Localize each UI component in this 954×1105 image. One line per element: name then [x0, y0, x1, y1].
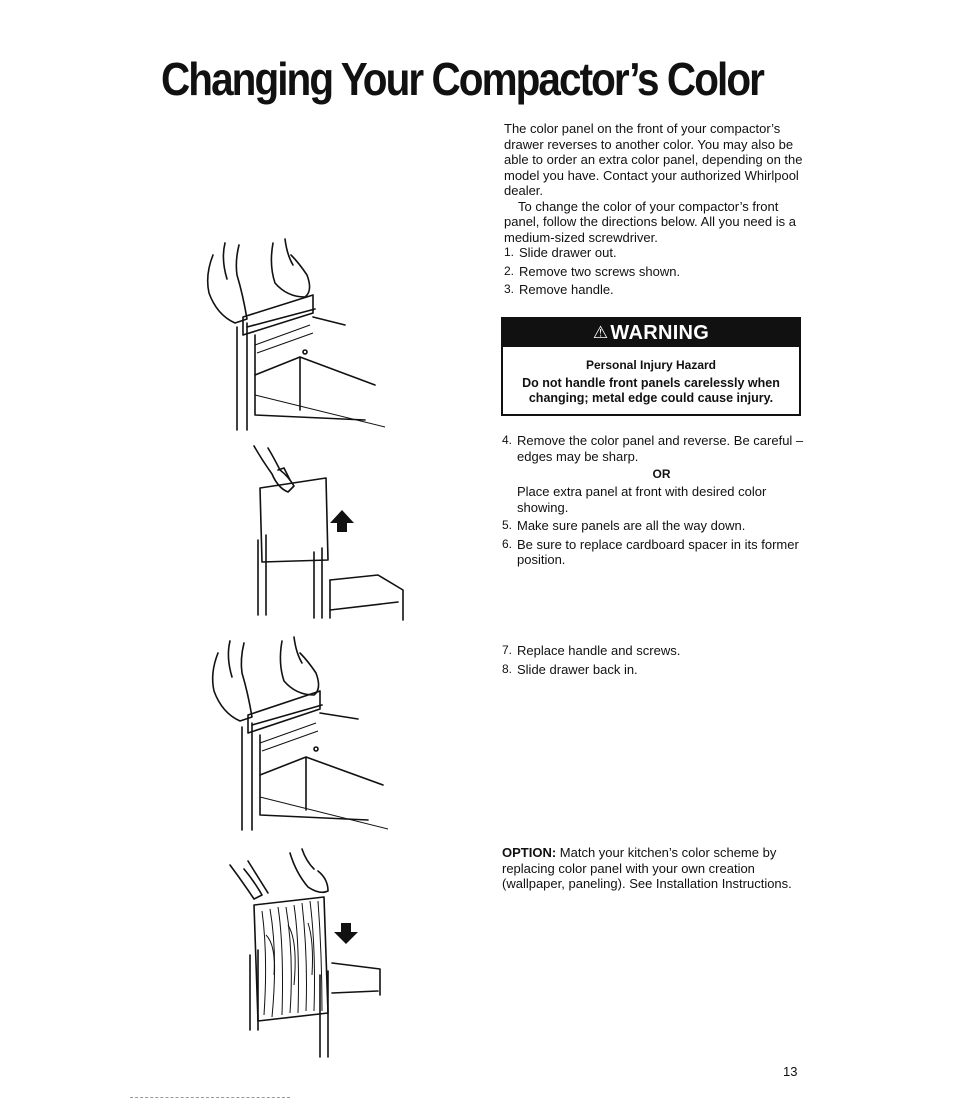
step-number: 5.: [502, 518, 513, 532]
step-text: Remove two screws shown.: [519, 263, 681, 279]
steps-list: [502, 518, 806, 568]
panel-insert-down-icon: [228, 845, 408, 1065]
step-alt-text: Place extra panel at front with desired color showing.: [517, 484, 767, 515]
list-item: [504, 282, 804, 298]
step-text: Slide drawer back in.: [517, 661, 638, 677]
step-text: Replace handle and screws.: [517, 643, 681, 658]
warning-triangle-icon: ⚠: [592, 323, 609, 342]
intro-paragraph: To change the color of your compactor’s front panel, follow the directions below. All you need is a medium-sized screwdriver.: [504, 198, 796, 245]
option-text: Match your kitchen’s color scheme by replacing color panel with your own creation (wallpaper, paneling). See Installation Instructions.: [502, 845, 792, 891]
step-number: 7.: [502, 643, 513, 657]
step-number: 1.: [504, 245, 515, 259]
list-item: [502, 662, 802, 678]
list-item: [504, 264, 804, 280]
arrow-down-icon: [334, 932, 358, 944]
steps-section: [502, 643, 802, 680]
steps-list: [504, 245, 804, 298]
page-title: Changing Your Compactor’s Color: [161, 53, 763, 105]
step-text: Remove the color panel and reverse. Be careful –edges may be sharp.: [517, 433, 804, 464]
warning-header: [503, 319, 799, 347]
intro-paragraph: The color panel on the front of your compactor’s drawer reverses to another color. You may also be able to order an extra color panel, depending on the model you have. Contact your authorized Whirlpool dealer.: [504, 121, 803, 198]
steps-list: [502, 433, 806, 464]
option-label: OPTION:: [502, 845, 557, 860]
step-number: 4.: [502, 433, 513, 447]
steps-list: [502, 643, 802, 677]
arrow-up-icon: [337, 523, 347, 532]
page-number: 13: [783, 1064, 798, 1079]
warning-title: WARNING: [610, 322, 710, 344]
list-item: [504, 245, 804, 261]
list-item: [502, 433, 806, 464]
intro-text: [504, 121, 804, 301]
list-item: [502, 643, 802, 659]
list-item: [502, 537, 806, 568]
warning-message: Do not handle front panels carelessly when changing; metal edge could cause injury.: [522, 376, 780, 405]
hazard-title: Personal Injury Hazard: [585, 358, 717, 372]
list-item: [502, 518, 806, 534]
step-number: 6.: [502, 536, 513, 551]
steps-section: [502, 433, 806, 571]
hands-remove-handle-icon: [195, 235, 395, 435]
arrow-down-icon: [341, 923, 351, 932]
step-number: 2.: [504, 263, 515, 278]
step-text: Make sure panels are all the way down.: [517, 518, 746, 533]
step-number: 8.: [502, 661, 513, 676]
step-text: Be sure to replace cardboard spacer in its former position.: [517, 536, 799, 567]
step-number: 3.: [504, 282, 515, 296]
or-label: OR: [652, 467, 671, 481]
arrow-up-icon: [330, 510, 354, 523]
step-text: Slide drawer out.: [519, 245, 617, 260]
scan-artifact-line: [130, 1097, 290, 1098]
option-note: [502, 845, 802, 892]
panel-lift-up-icon: [248, 440, 418, 620]
step-text: Remove handle.: [519, 282, 614, 297]
warning-box: [501, 317, 801, 416]
hands-replace-handle-icon: [198, 635, 398, 835]
